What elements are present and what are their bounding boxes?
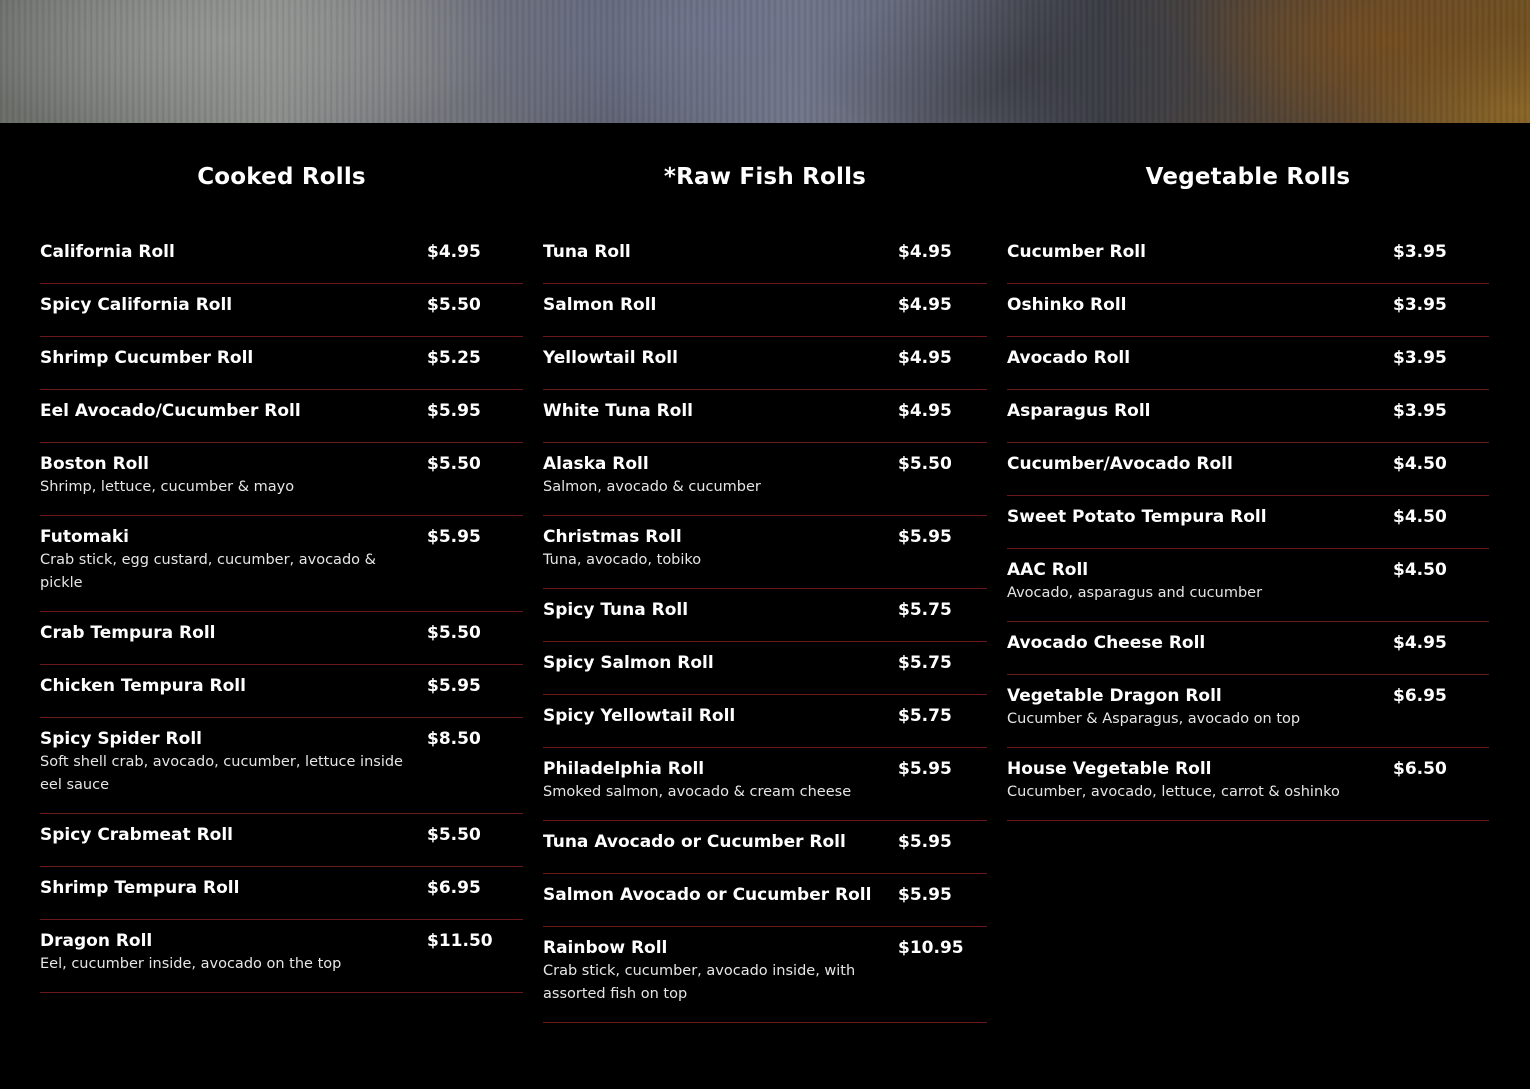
menu-item-name: AAC Roll: [1007, 560, 1089, 580]
menu-item: [40, 814, 523, 867]
menu-section-vegetable-rolls: [1007, 123, 1489, 821]
menu-item: [1007, 284, 1489, 337]
menu-item-price: $4.95: [898, 348, 952, 368]
menu-item-name: Spicy California Roll: [40, 295, 233, 315]
menu-item-name: Tuna Avocado or Cucumber Roll: [543, 832, 846, 852]
menu-item: [1007, 443, 1489, 496]
menu-item-description: Crab stick, cucumber, avocado inside, with assorted fish on top: [543, 963, 856, 1002]
menu-item-price: $3.95: [1393, 348, 1447, 368]
menu-item: [543, 337, 987, 390]
menu-item-name: Spicy Tuna Roll: [543, 600, 689, 620]
menu-item-price: $4.95: [898, 295, 952, 315]
menu-item: [1007, 496, 1489, 549]
menu-item: [543, 231, 987, 284]
menu-item-price: $6.95: [1393, 686, 1447, 706]
menu-item-name: Alaska Roll: [543, 454, 649, 474]
menu-item-price: $5.50: [427, 454, 481, 474]
menu-item-name: Rainbow Roll: [543, 938, 668, 958]
menu-item: [543, 284, 987, 337]
menu-item-name: Cucumber/Avocado Roll: [1007, 454, 1233, 474]
menu-item-price: $4.95: [898, 401, 952, 421]
menu-item: [543, 516, 987, 589]
menu-item-price: $8.50: [427, 729, 481, 749]
menu-item: [40, 284, 523, 337]
menu-item: [543, 589, 987, 642]
menu-item-price: $4.95: [898, 242, 952, 262]
menu-item-description: Avocado, asparagus and cucumber: [1007, 585, 1263, 601]
menu-item-name: Christmas Roll: [543, 527, 682, 547]
menu-item-price: $5.50: [898, 454, 952, 474]
menu-item-price: $5.50: [427, 623, 481, 643]
menu-item-name: House Vegetable Roll: [1007, 759, 1212, 779]
menu-item-name: Spicy Crabmeat Roll: [40, 825, 234, 845]
menu-list: [1007, 231, 1489, 821]
menu-item-name: Cucumber Roll: [1007, 242, 1146, 262]
menu-item-price: $4.95: [1393, 633, 1447, 653]
menu-item: [543, 748, 987, 821]
menu-item-name: Shrimp Cucumber Roll: [40, 348, 254, 368]
menu-item-name: Salmon Avocado or Cucumber Roll: [543, 885, 872, 905]
menu-item: [543, 695, 987, 748]
menu-item-price: $5.25: [427, 348, 481, 368]
menu-item-price: $3.95: [1393, 242, 1447, 262]
menu-item-description: Soft shell crab, avocado, cucumber, lettuce inside eel sauce: [40, 754, 403, 793]
menu-item: [40, 612, 523, 665]
menu-item: [1007, 748, 1489, 821]
menu-item: [543, 821, 987, 874]
menu-item: [543, 390, 987, 443]
menu-item-name: Avocado Roll: [1007, 348, 1131, 368]
hero-banner-image: [0, 0, 1530, 123]
menu-item-name: Spicy Yellowtail Roll: [543, 706, 736, 726]
menu-item-price: $4.50: [1393, 454, 1447, 474]
menu-item-price: $5.95: [427, 401, 481, 421]
menu-item: [543, 874, 987, 927]
menu-item-price: $5.95: [898, 527, 952, 547]
menu-item: [40, 390, 523, 443]
menu-item-price: $4.50: [1393, 560, 1447, 580]
menu-item-name: Vegetable Dragon Roll: [1007, 686, 1222, 706]
section-title: *Raw Fish Rolls: [663, 164, 867, 190]
menu-item-price: $11.50: [427, 931, 493, 951]
menu-item-name: Dragon Roll: [40, 931, 153, 951]
menu-item-price: $6.95: [427, 878, 481, 898]
menu-item: [1007, 549, 1489, 622]
menu-item-name: Spicy Salmon Roll: [543, 653, 714, 673]
menu-item-description: Crab stick, egg custard, cucumber, avocado & pickle: [40, 552, 376, 591]
menu-item-price: $6.50: [1393, 759, 1447, 779]
menu-item-description: Cucumber & Asparagus, avocado on top: [1007, 711, 1301, 727]
menu-item: [543, 927, 987, 1023]
section-title: Vegetable Rolls: [1145, 164, 1351, 190]
menu-item: [40, 443, 523, 516]
menu-item-description: Smoked salmon, avocado & cream cheese: [543, 784, 852, 800]
menu-item-price: $5.95: [898, 832, 952, 852]
menu-item-price: $5.75: [898, 653, 952, 673]
menu-item-name: Crab Tempura Roll: [40, 623, 216, 643]
menu-item-price: $5.95: [427, 676, 481, 696]
menu-item-price: $5.50: [427, 825, 481, 845]
menu-item-name: Avocado Cheese Roll: [1007, 633, 1206, 653]
menu-item-price: $5.75: [898, 600, 952, 620]
menu-item-name: California Roll: [40, 242, 175, 262]
menu-item: [40, 920, 523, 993]
menu-item-name: Boston Roll: [40, 454, 150, 474]
menu-item-name: Sweet Potato Tempura Roll: [1007, 507, 1267, 527]
menu-item: [40, 337, 523, 390]
menu-section-raw-fish-rolls: [543, 123, 987, 1023]
menu-section-cooked-rolls: [40, 123, 523, 993]
menu-item-price: $5.95: [427, 527, 481, 547]
menu-item-name: Oshinko Roll: [1007, 295, 1127, 315]
menu-item: [40, 231, 523, 284]
menu-item: [40, 718, 523, 814]
menu-list: [40, 231, 523, 993]
menu-item-price: $3.95: [1393, 295, 1447, 315]
menu-item: [1007, 622, 1489, 675]
menu-item: [1007, 390, 1489, 443]
menu-item-price: $5.75: [898, 706, 952, 726]
menu-item-name: Salmon Roll: [543, 295, 657, 315]
menu-item-name: Spicy Spider Roll: [40, 729, 202, 749]
menu-item-name: White Tuna Roll: [543, 401, 694, 421]
menu-item-name: Yellowtail Roll: [543, 348, 678, 368]
menu-item-price: $5.50: [427, 295, 481, 315]
menu-item-name: Tuna Roll: [543, 242, 631, 262]
menu-item-name: Futomaki: [40, 527, 129, 547]
menu-item-description: Tuna, avocado, tobiko: [543, 552, 702, 568]
menu-item-name: Philadelphia Roll: [543, 759, 705, 779]
menu-item: [1007, 231, 1489, 284]
menu-item-description: Shrimp, lettuce, cucumber & mayo: [40, 479, 295, 495]
menu-item: [40, 516, 523, 612]
menu-item: [40, 867, 523, 920]
menu-item-name: Shrimp Tempura Roll: [40, 878, 240, 898]
menu-item-name: Eel Avocado/Cucumber Roll: [40, 401, 301, 421]
menu-item: [1007, 337, 1489, 390]
menu-list: [543, 231, 987, 1023]
menu-item: [1007, 675, 1489, 748]
menu-item-description: Salmon, avocado & cucumber: [543, 479, 761, 495]
menu-item-name: Chicken Tempura Roll: [40, 676, 246, 696]
menu-item: [543, 642, 987, 695]
menu-item-price: $4.50: [1393, 507, 1447, 527]
menu-item-price: $4.95: [427, 242, 481, 262]
menu-item: [543, 443, 987, 516]
menu-item-price: $10.95: [898, 938, 964, 958]
menu-item-price: $5.95: [898, 759, 952, 779]
menu-item-name: Asparagus Roll: [1007, 401, 1151, 421]
menu-item-description: Cucumber, avocado, lettuce, carrot & oshinko: [1007, 784, 1340, 800]
menu-item-price: $5.95: [898, 885, 952, 905]
section-title: Cooked Rolls: [197, 164, 366, 190]
menu-item: [40, 665, 523, 718]
menu-item-price: $3.95: [1393, 401, 1447, 421]
menu-item-description: Eel, cucumber inside, avocado on the top: [40, 956, 342, 972]
